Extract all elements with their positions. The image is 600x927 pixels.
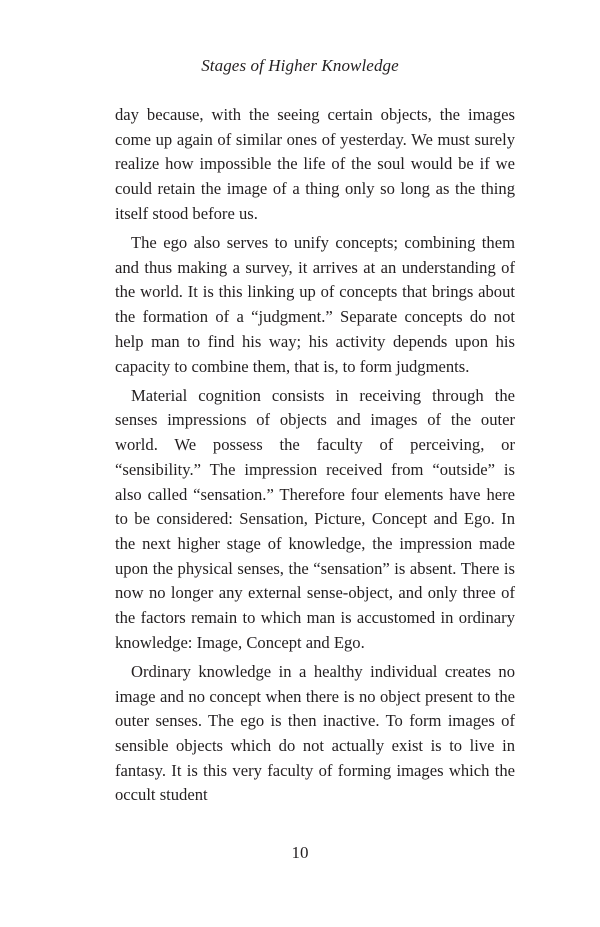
- paragraph: day because, with the seeing certain objects, the images come up again of similar ones of yesterday. We must surely realize how impossible the life of the soul would be if we could retain the image of a thing only so long as the thing itself stood before us.: [115, 105, 515, 223]
- paragraph: The ego also serves to unify concepts; combining them and thus making a survey, it arrives at an understanding of the world. It is this linking up of concepts that brings about the formation of a “judgment.” Separate concepts do not help man to find his way; his activity depends upon his capacity to combine them, that is, to form judgments.: [115, 233, 515, 376]
- body-text: [115, 103, 515, 813]
- running-head: Stages of Higher Knowledge: [201, 56, 399, 75]
- paragraph: Ordinary knowledge in a healthy individual creates no image and no concept when there is no object present to the outer senses. The ego is then inactive. To form images of sensible objects which do not actually exist is to live in fantasy. It is this very faculty of forming images which the occult student: [115, 661, 515, 805]
- page-number: 10: [291, 843, 309, 862]
- paragraph: Material cognition consists in receiving through the senses impressions of objects and images of the outer world. We possess the faculty of perceiving, or “sensibility.” The impression received from “outside” is also called “sensation.” Therefore four elements have here to be considered: Sensation, Picture, Concept and Ego. In the next higher stage of knowledge, the impression made upon the physical senses, the “sensation” is absent. There is now no longer any external sense-object, and only three of the factors remain to which man is accustomed in ordinary knowledge: Image, Concept and Ego.: [115, 385, 515, 652]
